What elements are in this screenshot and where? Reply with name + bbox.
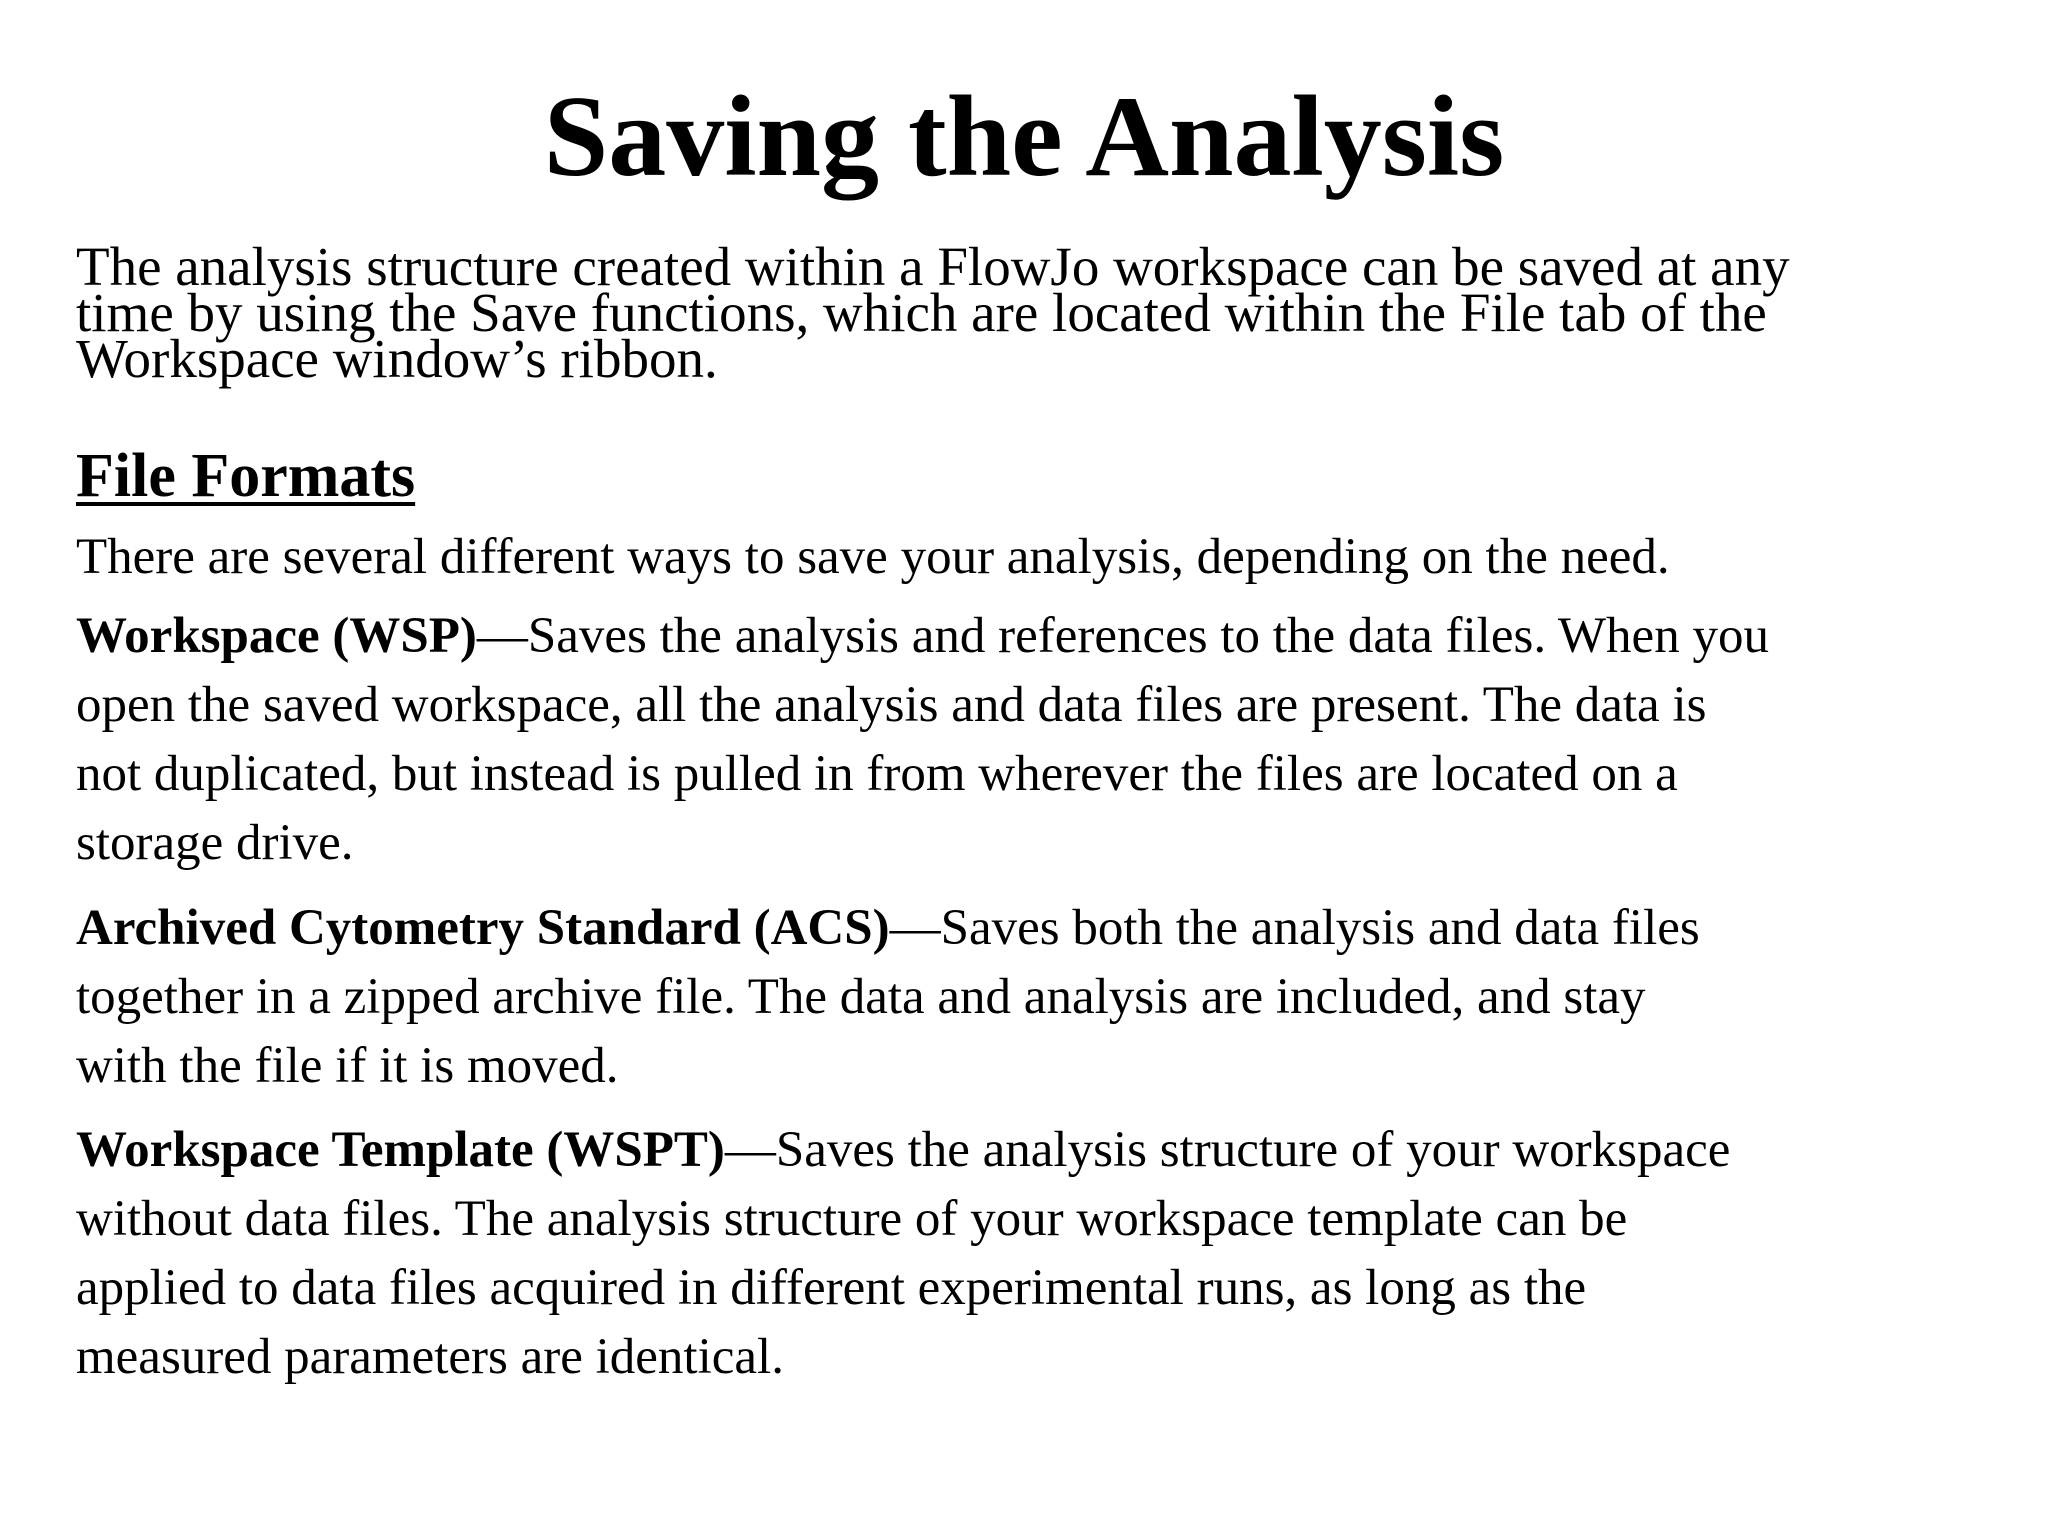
intro-line: Workspace window’s ribbon.: [76, 328, 718, 389]
format-wsp-line: not duplicated, but instead is pulled in from wherever the files are located on a: [76, 746, 1678, 802]
format-wspt-line: without data files. The analysis structure of your workspace template can be: [76, 1191, 1628, 1247]
format-wsp-paragraph: [76, 602, 1769, 878]
format-wspt-text: —Saves the analysis structure of your workspace: [724, 1122, 1731, 1178]
page-title: Saving the Analysis: [543, 73, 1505, 201]
format-wsp-line: storage drive.: [76, 815, 354, 871]
format-wspt-line: applied to data files acquired in different experimental runs, as long as the: [76, 1260, 1587, 1316]
format-acs-line: with the file if it is moved.: [76, 1038, 619, 1094]
intro-line: The analysis structure created within a FlowJo workspace can be saved at any: [76, 236, 1790, 297]
intro-paragraph: [76, 236, 1976, 389]
format-wsp-line: open the saved workspace, all the analysis and data files are present. The data is: [76, 677, 1707, 733]
section-heading-file-formats: File Formats: [76, 442, 416, 510]
format-acs-line: [76, 894, 1700, 963]
format-acs-name: Archived Cytometry Standard (ACS): [76, 900, 890, 956]
format-wspt-paragraph: [76, 1116, 1730, 1392]
formats-intro-paragraph: There are several different ways to save your analysis, depending on the need.: [76, 529, 1670, 585]
format-wsp-line: [76, 602, 1769, 671]
format-acs-line: together in a zipped archive file. The data and analysis are included, and stay: [76, 969, 1646, 1025]
intro-line: time by using the Save functions, which are located within the File tab of the: [76, 282, 1767, 343]
format-wspt-line: measured parameters are identical.: [76, 1329, 784, 1385]
format-wsp-text: —Saves the analysis and references to the data files. When you: [476, 608, 1769, 664]
format-wspt-name: Workspace Template (WSPT): [76, 1122, 725, 1178]
format-wsp-name: Workspace (WSP): [76, 608, 477, 664]
format-wspt-line: [76, 1116, 1730, 1185]
format-acs-paragraph: [76, 894, 1700, 1101]
format-acs-text: —Saves both the analysis and data files: [889, 900, 1700, 956]
